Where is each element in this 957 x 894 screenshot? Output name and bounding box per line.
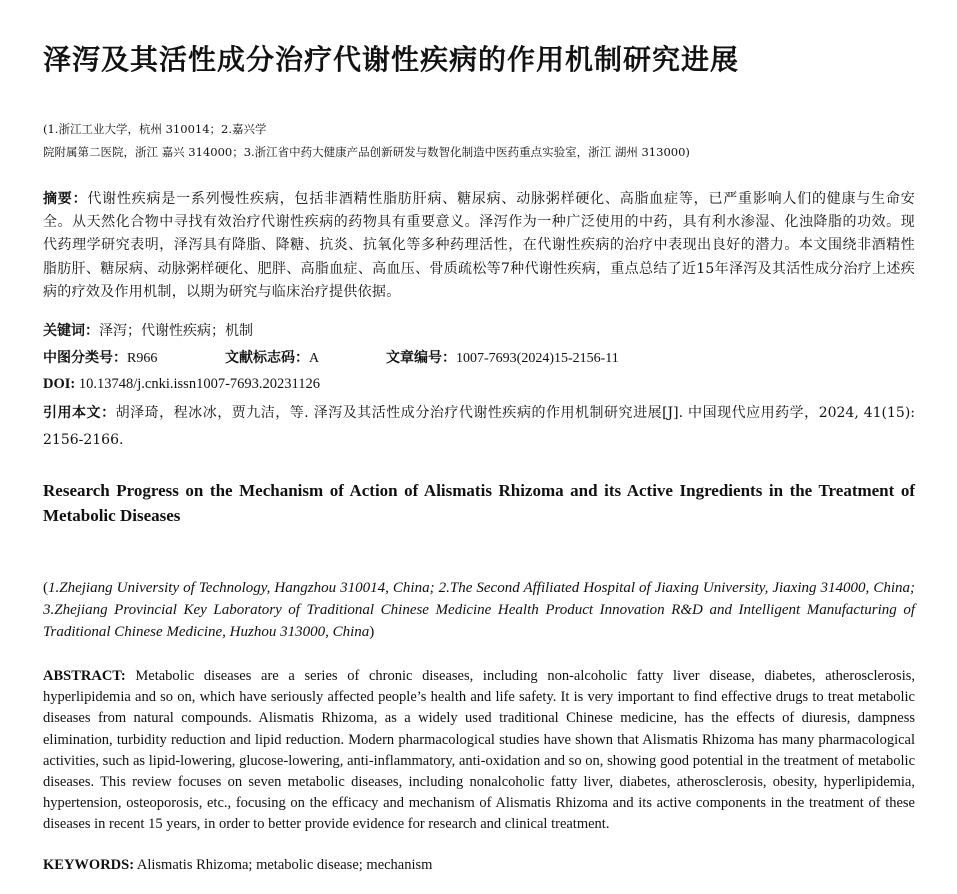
abstract-cn: [43, 188, 915, 304]
classification-line: [43, 349, 915, 368]
keywords-cn-text: 泽泻；代谢性疾病；机制: [99, 323, 253, 339]
affiliation-en: [43, 577, 915, 643]
doi-label: DOI:: [43, 376, 76, 392]
doc-code-label: 文献标志码：: [225, 350, 309, 366]
citation-text: 胡泽琦，程冰冰，贾九洁，等. 泽泻及其活性成分治疗代谢性疾病的作用机制研究进展[J]. 中国现代应用药学，2024, 41(15): 2156-2166.: [43, 405, 916, 448]
abstract-cn-label: 摘要：: [43, 191, 88, 207]
keywords-en-label: KEYWORDS:: [43, 857, 135, 873]
citation-label: 引用本文：: [43, 405, 116, 421]
abstract-cn-text: 代谢性疾病是一系列慢性疾病，包括非酒精性脂肪肝病、糖尿病、动脉粥样硬化、高脂血症等，已严重影响人们的健康与生命安全。从天然化合物中寻找有效治疗代谢性疾病的药物具有重要意义。泽泻作为一种广泛使用的中药，具有利水渗湿、化浊降脂的功效。现代药理学研究表明，泽泻具有降脂、降糖、抗炎、抗氧化等多种药理活性，在代谢性疾病的治疗中表现出良好的潜力。本文围绕非酒精性脂肪肝、糖尿病、动脉粥样硬化、肥胖、高脂血症、高血压、骨质疏松等7种代谢性疾病，重点总结了近15年泽泻及其活性成分治疗上述疾病的疗效及作用机制，以期为研究与临床治疗提供依据。: [43, 191, 916, 300]
affiliation-cn-part1: (1.浙江工业大学，杭州 310014；2.嘉兴学: [43, 122, 267, 136]
keywords-cn-label: 关键词：: [43, 323, 99, 339]
abstract-en: [43, 666, 915, 836]
clc-value: R966: [127, 351, 158, 366]
clc-field: [43, 350, 157, 366]
article-no-label: 文章编号：: [386, 350, 456, 366]
keywords-cn: [43, 322, 915, 340]
affiliation-en-text: 1.Zhejiang University of Technology, Hangzhou 310014, China; 2.The Second Affiliated Hospital of Jiaxing University, Jiaxing 314000, China; 3.Zhejiang Provincial Key Laboratory of Traditional Chinese Medicine Health Product Innovation R&D and Intelligent Manufacturing of Traditional Chinese Medicine, Huzhou 313000, China: [43, 580, 915, 640]
article-no-field: [386, 349, 619, 368]
article-no-value: 1007-7693(2024)15-2156-11: [456, 351, 619, 366]
clc-label: 中图分类号：: [43, 350, 127, 366]
keywords-en: [43, 855, 915, 875]
affiliation-en-open: (: [43, 580, 48, 596]
affiliation-cn-part2: 院附属第二医院，浙江 嘉兴 314000；3.浙江省中药大健康产品创新研发与数智化制造中医药重点实验室，浙江 湖州 313000): [43, 145, 690, 159]
doc-code-value: A: [309, 351, 320, 366]
keywords-en-text: Alismatis Rhizoma; metabolic disease; mechanism: [136, 857, 433, 873]
title-en: Research Progress on the Mechanism of Action of Alismatis Rhizoma and its Active Ingredients in the Treatment of Metabolic Diseases: [43, 481, 915, 525]
doi-value[interactable]: 10.13748/j.cnki.issn1007-7693.20231126: [78, 376, 320, 392]
citation-cn: [43, 400, 915, 454]
author-list-cn: [43, 108, 915, 146]
page-title-cn: 泽泻及其活性成分治疗代谢性疾病的作用机制研究进展: [43, 43, 740, 76]
abstract-en-label: ABSTRACT:: [43, 668, 126, 684]
doi-line: [43, 375, 915, 393]
doc-code-field: [225, 349, 319, 368]
affiliation-en-close: ): [369, 624, 375, 640]
abstract-en-text: Metabolic diseases are a series of chronic diseases, including non-alcoholic fatty liver disease, diabetes, atherosclerosis, hyperlipidemia and so on, which have seriously affected people’s health and life safety. It is very important to find effective drugs to treat metabolic diseases from natural compounds. Alismatis Rhizoma, as a widely used traditional Chinese medicine, has the effects of diuresis, dampness elimination, turbidity reduction and lipid reduction. Modern pharmacological studies have shown that Alismatis Rhizoma has many pharmacological activities, such as lipid-lowering, glucose-lowering, anti-inflammatory, anti-oxidation and so on, showing good potential in the treatment of metabolic diseases. This review focuses on seven metabolic diseases, including nonalcoholic fatty liver, diabetes, atherosclerosis, obesity, hyperlipidemia, hypertension, osteoporosis, etc., focusing on the efficacy and mechanism of Alismatis Rhizoma and its active components in the treatment of these diseases in recent 15 years, in order to better provide evidence for research and clinical treatment.: [43, 668, 915, 833]
